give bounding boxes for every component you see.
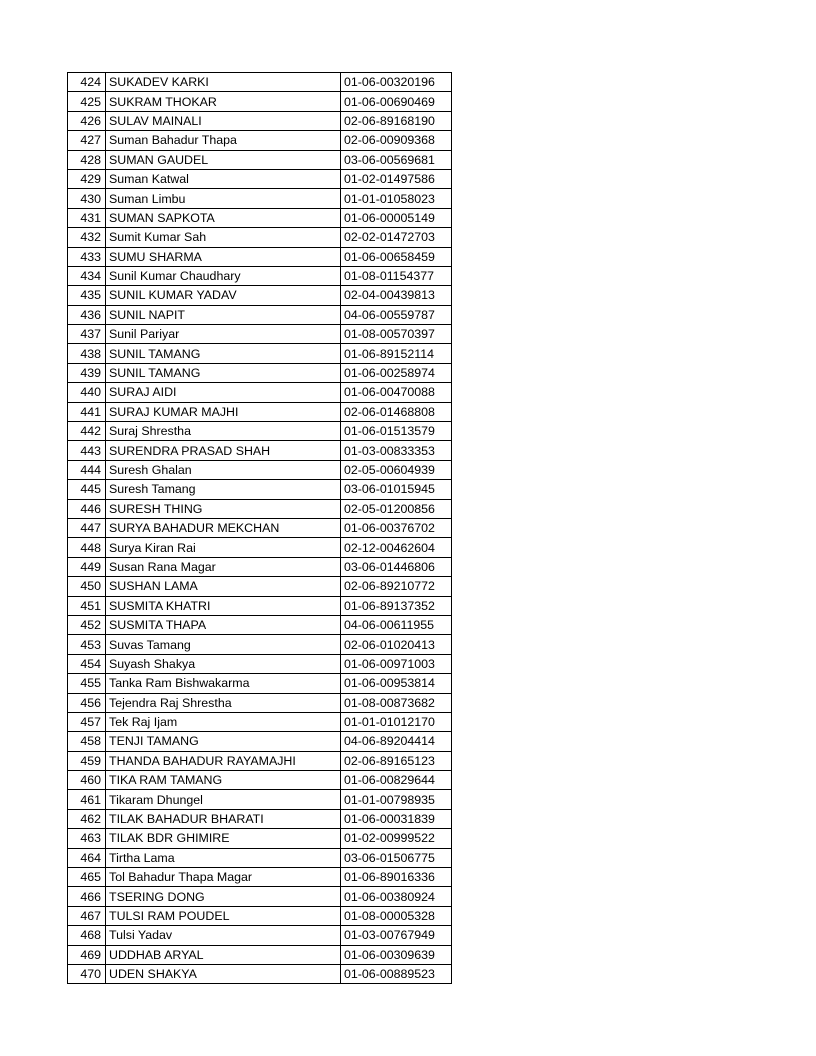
name-cell: SUMAN SAPKOTA bbox=[106, 208, 341, 227]
name-cell: TULSI RAM POUDEL bbox=[106, 906, 341, 925]
code-cell: 01-06-00953814 bbox=[341, 674, 452, 693]
table-row bbox=[68, 402, 452, 421]
code-cell: 03-06-01506775 bbox=[341, 848, 452, 867]
name-cell: TILAK BAHADUR BHARATI bbox=[106, 809, 341, 828]
table-row bbox=[68, 131, 452, 150]
name-cell: SUSMITA THAPA bbox=[106, 615, 341, 634]
table-row bbox=[68, 926, 452, 945]
code-cell: 01-03-00767949 bbox=[341, 926, 452, 945]
name-cell: SUSHAN LAMA bbox=[106, 577, 341, 596]
code-cell: 02-04-00439813 bbox=[341, 286, 452, 305]
code-cell: 01-06-89016336 bbox=[341, 868, 452, 887]
name-cell: Suresh Ghalan bbox=[106, 460, 341, 479]
name-cell: SUMAN GAUDEL bbox=[106, 150, 341, 169]
row-number-cell: 431 bbox=[68, 208, 106, 227]
row-number-cell: 450 bbox=[68, 577, 106, 596]
name-cell: SUNIL TAMANG bbox=[106, 363, 341, 382]
records-table-body bbox=[68, 73, 452, 984]
name-cell: Suman Limbu bbox=[106, 189, 341, 208]
name-cell: Suvas Tamang bbox=[106, 635, 341, 654]
code-cell: 02-02-01472703 bbox=[341, 228, 452, 247]
table-row bbox=[68, 266, 452, 285]
code-cell: 01-08-00005328 bbox=[341, 906, 452, 925]
name-cell: SURYA BAHADUR MEKCHAN bbox=[106, 518, 341, 537]
row-number-cell: 426 bbox=[68, 111, 106, 130]
code-cell: 02-06-89210772 bbox=[341, 577, 452, 596]
name-cell: SUNIL NAPIT bbox=[106, 305, 341, 324]
name-cell: UDDHAB ARYAL bbox=[106, 945, 341, 964]
table-row bbox=[68, 518, 452, 537]
row-number-cell: 463 bbox=[68, 829, 106, 848]
row-number-cell: 432 bbox=[68, 228, 106, 247]
code-cell: 01-06-00658459 bbox=[341, 247, 452, 266]
table-row bbox=[68, 771, 452, 790]
code-cell: 01-08-00873682 bbox=[341, 693, 452, 712]
name-cell: SUMU SHARMA bbox=[106, 247, 341, 266]
row-number-cell: 443 bbox=[68, 441, 106, 460]
table-row bbox=[68, 111, 452, 130]
name-cell: Sunil Pariyar bbox=[106, 325, 341, 344]
row-number-cell: 425 bbox=[68, 92, 106, 111]
code-cell: 02-06-89165123 bbox=[341, 751, 452, 770]
row-number-cell: 428 bbox=[68, 150, 106, 169]
table-row bbox=[68, 615, 452, 634]
name-cell: Tek Raj Ijam bbox=[106, 712, 341, 731]
name-cell: Sunil Kumar Chaudhary bbox=[106, 266, 341, 285]
name-cell: SUNIL KUMAR YADAV bbox=[106, 286, 341, 305]
table-row bbox=[68, 189, 452, 208]
code-cell: 04-06-00559787 bbox=[341, 305, 452, 324]
name-cell: Sumit Kumar Sah bbox=[106, 228, 341, 247]
table-row bbox=[68, 732, 452, 751]
row-number-cell: 436 bbox=[68, 305, 106, 324]
name-cell: SURAJ KUMAR MAJHI bbox=[106, 402, 341, 421]
row-number-cell: 465 bbox=[68, 868, 106, 887]
table-row bbox=[68, 596, 452, 615]
name-cell: THANDA BAHADUR RAYAMAJHI bbox=[106, 751, 341, 770]
code-cell: 01-08-01154377 bbox=[341, 266, 452, 285]
code-cell: 01-06-00470088 bbox=[341, 383, 452, 402]
code-cell: 02-12-00462604 bbox=[341, 538, 452, 557]
code-cell: 01-01-01058023 bbox=[341, 189, 452, 208]
code-cell: 01-01-01012170 bbox=[341, 712, 452, 731]
code-cell: 02-06-01020413 bbox=[341, 635, 452, 654]
row-number-cell: 444 bbox=[68, 460, 106, 479]
row-number-cell: 434 bbox=[68, 266, 106, 285]
table-row bbox=[68, 964, 452, 983]
name-cell: SULAV MAINALI bbox=[106, 111, 341, 130]
name-cell: Tirtha Lama bbox=[106, 848, 341, 867]
table-row bbox=[68, 751, 452, 770]
name-cell: Suyash Shakya bbox=[106, 654, 341, 673]
row-number-cell: 457 bbox=[68, 712, 106, 731]
name-cell: SUKADEV KARKI bbox=[106, 73, 341, 92]
name-cell: Tejendra Raj Shrestha bbox=[106, 693, 341, 712]
code-cell: 02-05-00604939 bbox=[341, 460, 452, 479]
name-cell: TIKA RAM TAMANG bbox=[106, 771, 341, 790]
table-row bbox=[68, 169, 452, 188]
row-number-cell: 459 bbox=[68, 751, 106, 770]
code-cell: 01-06-00320196 bbox=[341, 73, 452, 92]
code-cell: 03-06-01446806 bbox=[341, 557, 452, 576]
row-number-cell: 435 bbox=[68, 286, 106, 305]
code-cell: 04-06-89204414 bbox=[341, 732, 452, 751]
row-number-cell: 427 bbox=[68, 131, 106, 150]
code-cell: 01-06-00380924 bbox=[341, 887, 452, 906]
code-cell: 01-08-00570397 bbox=[341, 325, 452, 344]
table-row bbox=[68, 441, 452, 460]
row-number-cell: 453 bbox=[68, 635, 106, 654]
row-number-cell: 461 bbox=[68, 790, 106, 809]
table-row bbox=[68, 829, 452, 848]
name-cell: SUSMITA KHATRI bbox=[106, 596, 341, 615]
code-cell: 03-06-00569681 bbox=[341, 150, 452, 169]
name-cell: SURAJ AIDI bbox=[106, 383, 341, 402]
row-number-cell: 448 bbox=[68, 538, 106, 557]
table-row bbox=[68, 460, 452, 479]
row-number-cell: 446 bbox=[68, 499, 106, 518]
table-row bbox=[68, 305, 452, 324]
table-row bbox=[68, 325, 452, 344]
code-cell: 01-06-00889523 bbox=[341, 964, 452, 983]
code-cell: 01-06-89137352 bbox=[341, 596, 452, 615]
code-cell: 03-06-01015945 bbox=[341, 480, 452, 499]
table-row bbox=[68, 92, 452, 111]
name-cell: SURENDRA PRASAD SHAH bbox=[106, 441, 341, 460]
row-number-cell: 470 bbox=[68, 964, 106, 983]
row-number-cell: 430 bbox=[68, 189, 106, 208]
code-cell: 01-01-00798935 bbox=[341, 790, 452, 809]
table-row bbox=[68, 150, 452, 169]
table-row bbox=[68, 557, 452, 576]
row-number-cell: 437 bbox=[68, 325, 106, 344]
name-cell: SURESH THING bbox=[106, 499, 341, 518]
code-cell: 01-06-00309639 bbox=[341, 945, 452, 964]
table-row bbox=[68, 906, 452, 925]
code-cell: 01-06-00031839 bbox=[341, 809, 452, 828]
name-cell: Susan Rana Magar bbox=[106, 557, 341, 576]
row-number-cell: 451 bbox=[68, 596, 106, 615]
table-row bbox=[68, 654, 452, 673]
code-cell: 01-06-00829644 bbox=[341, 771, 452, 790]
name-cell: UDEN SHAKYA bbox=[106, 964, 341, 983]
table-row bbox=[68, 499, 452, 518]
table-row bbox=[68, 848, 452, 867]
name-cell: Suresh Tamang bbox=[106, 480, 341, 499]
code-cell: 01-06-01513579 bbox=[341, 422, 452, 441]
code-cell: 01-06-00690469 bbox=[341, 92, 452, 111]
row-number-cell: 455 bbox=[68, 674, 106, 693]
row-number-cell: 452 bbox=[68, 615, 106, 634]
table-row bbox=[68, 577, 452, 596]
code-cell: 01-06-00376702 bbox=[341, 518, 452, 537]
row-number-cell: 438 bbox=[68, 344, 106, 363]
name-cell: Tulsi Yadav bbox=[106, 926, 341, 945]
code-cell: 01-03-00833353 bbox=[341, 441, 452, 460]
name-cell: TENJI TAMANG bbox=[106, 732, 341, 751]
code-cell: 01-02-01497586 bbox=[341, 169, 452, 188]
row-number-cell: 456 bbox=[68, 693, 106, 712]
code-cell: 01-02-00999522 bbox=[341, 829, 452, 848]
row-number-cell: 447 bbox=[68, 518, 106, 537]
row-number-cell: 449 bbox=[68, 557, 106, 576]
table-row bbox=[68, 693, 452, 712]
row-number-cell: 464 bbox=[68, 848, 106, 867]
name-cell: Suraj Shrestha bbox=[106, 422, 341, 441]
row-number-cell: 441 bbox=[68, 402, 106, 421]
table-row bbox=[68, 635, 452, 654]
records-table bbox=[67, 72, 452, 984]
code-cell: 02-06-89168190 bbox=[341, 111, 452, 130]
table-row bbox=[68, 480, 452, 499]
table-row bbox=[68, 887, 452, 906]
row-number-cell: 467 bbox=[68, 906, 106, 925]
row-number-cell: 433 bbox=[68, 247, 106, 266]
name-cell: Tanka Ram Bishwakarma bbox=[106, 674, 341, 693]
name-cell: Suman Katwal bbox=[106, 169, 341, 188]
name-cell: SUKRAM THOKAR bbox=[106, 92, 341, 111]
table-row bbox=[68, 868, 452, 887]
row-number-cell: 458 bbox=[68, 732, 106, 751]
row-number-cell: 454 bbox=[68, 654, 106, 673]
name-cell: Suman Bahadur Thapa bbox=[106, 131, 341, 150]
table-row bbox=[68, 344, 452, 363]
table-row bbox=[68, 73, 452, 92]
row-number-cell: 429 bbox=[68, 169, 106, 188]
table-row bbox=[68, 809, 452, 828]
code-cell: 02-06-01468808 bbox=[341, 402, 452, 421]
table-row bbox=[68, 422, 452, 441]
row-number-cell: 445 bbox=[68, 480, 106, 499]
code-cell: 01-06-89152114 bbox=[341, 344, 452, 363]
table-row bbox=[68, 538, 452, 557]
table-row bbox=[68, 383, 452, 402]
row-number-cell: 460 bbox=[68, 771, 106, 790]
table-row bbox=[68, 208, 452, 227]
code-cell: 02-05-01200856 bbox=[341, 499, 452, 518]
table-row bbox=[68, 363, 452, 382]
code-cell: 04-06-00611955 bbox=[341, 615, 452, 634]
code-cell: 02-06-00909368 bbox=[341, 131, 452, 150]
name-cell: TILAK BDR GHIMIRE bbox=[106, 829, 341, 848]
table-row bbox=[68, 228, 452, 247]
table-row bbox=[68, 790, 452, 809]
table-row bbox=[68, 945, 452, 964]
name-cell: Tikaram Dhungel bbox=[106, 790, 341, 809]
row-number-cell: 440 bbox=[68, 383, 106, 402]
table-row bbox=[68, 247, 452, 266]
name-cell: Tol Bahadur Thapa Magar bbox=[106, 868, 341, 887]
row-number-cell: 468 bbox=[68, 926, 106, 945]
row-number-cell: 462 bbox=[68, 809, 106, 828]
row-number-cell: 466 bbox=[68, 887, 106, 906]
row-number-cell: 442 bbox=[68, 422, 106, 441]
code-cell: 01-06-00005149 bbox=[341, 208, 452, 227]
row-number-cell: 424 bbox=[68, 73, 106, 92]
table-row bbox=[68, 674, 452, 693]
row-number-cell: 469 bbox=[68, 945, 106, 964]
name-cell: SUNIL TAMANG bbox=[106, 344, 341, 363]
row-number-cell: 439 bbox=[68, 363, 106, 382]
name-cell: TSERING DONG bbox=[106, 887, 341, 906]
table-row bbox=[68, 712, 452, 731]
name-cell: Surya Kiran Rai bbox=[106, 538, 341, 557]
table-row bbox=[68, 286, 452, 305]
code-cell: 01-06-00971003 bbox=[341, 654, 452, 673]
code-cell: 01-06-00258974 bbox=[341, 363, 452, 382]
